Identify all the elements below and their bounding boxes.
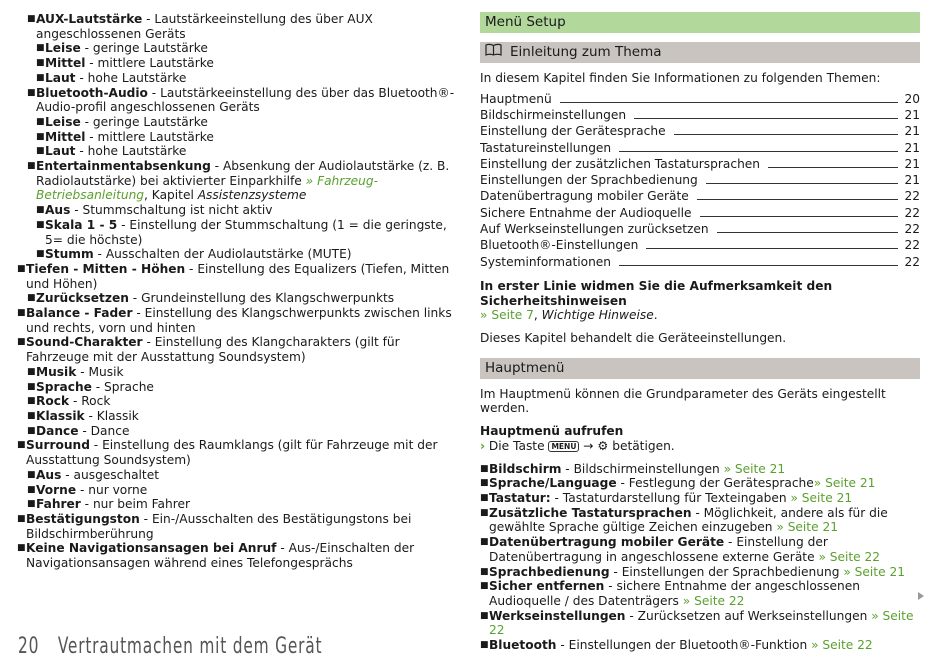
list-item: [17, 159, 457, 203]
list-item-text: [26, 306, 457, 335]
item-desc: - nur vorne: [76, 482, 148, 497]
list-item: [17, 365, 457, 380]
list-item: [17, 424, 457, 439]
bullet-icon: ■: [36, 58, 45, 69]
bullet-icon: ■: [17, 513, 26, 524]
list-item: [480, 506, 920, 535]
item-term: Skala 1 - 5: [45, 217, 118, 232]
section-title: Menü Setup: [485, 14, 566, 30]
list-item-text: [36, 159, 457, 203]
list-item-text: [36, 394, 457, 409]
item-term: Werkseinstellungen: [489, 608, 626, 623]
list-item: [17, 247, 457, 262]
item-term: Tastatur:: [489, 491, 551, 505]
item-desc: - Musik: [76, 364, 124, 379]
item-link[interactable]: » Seite 22: [682, 593, 745, 608]
item-link[interactable]: » Seite 21: [813, 476, 876, 491]
item-desc: , Kapitel: [144, 188, 198, 203]
toc-leader: [634, 118, 898, 119]
item-link[interactable]: » Seite 21: [776, 520, 838, 535]
bullet-icon: ■: [27, 366, 36, 377]
item-term: Musik: [36, 364, 77, 379]
item-desc: - Klassik: [84, 408, 139, 423]
item-desc: - Dance: [78, 423, 130, 438]
bullet-icon: ■: [27, 14, 36, 24]
item-term: Mittel: [45, 129, 86, 144]
table-of-contents: [480, 92, 920, 271]
item-desc: - Einstellung des Klangcharakters (gilt für Fahrzeuge mit der Ausstattung Soundsystem): [26, 335, 400, 365]
bullet-icon: ■: [27, 484, 36, 495]
bullet-icon: ■: [480, 581, 489, 592]
list-item: [480, 565, 920, 580]
toc-leader: [700, 216, 899, 217]
item-term: Laut: [45, 70, 76, 85]
item-term: AUX-Lautstärke: [36, 12, 143, 26]
item-term: Aus: [36, 467, 62, 482]
bullet-icon: ■: [480, 566, 489, 577]
gear-icon: ⚙: [597, 438, 609, 453]
list-item-text: [45, 71, 457, 86]
list-item: [17, 41, 457, 56]
list-item-text: [489, 579, 920, 608]
list-item-text: [36, 12, 457, 41]
toc-page: 22: [904, 205, 920, 220]
item-desc: - ausgeschaltet: [61, 467, 159, 482]
hauptmenu-title: Hauptmenü: [485, 359, 565, 376]
item-desc: - Lautstärkeeinstellung des über das Bluetooth®-Audio-profil angeschlossenen Geräts: [36, 85, 455, 115]
bullet-icon: ■: [17, 543, 26, 554]
toc-entry[interactable]: [480, 222, 920, 238]
item-link[interactable]: » Seite 22: [818, 549, 881, 564]
toc-title: Tastatureinstellungen: [480, 140, 612, 155]
toc-title: Hauptmenü: [480, 91, 552, 106]
hauptmenu-title-bar: [480, 358, 920, 379]
toc-leader: [646, 248, 898, 249]
list-item: [17, 56, 457, 71]
item-desc: - Aus-/Einschalten der Navigationsansagen während eines Telefongesprächs: [26, 541, 415, 571]
step-instruction: › Die Taste MENU → ⚙ betätigen.: [480, 438, 675, 453]
item-term: Fahrer: [36, 497, 81, 512]
item-term: Mittel: [45, 56, 86, 71]
toc-entry[interactable]: [480, 255, 920, 271]
toc-page: 21: [904, 108, 920, 122]
item-desc: - geringe Lautstärke: [80, 114, 208, 129]
safety-note: In erster Linie widmen Sie die Aufmerksamkeit den Sicherheitshinweisen » Seite 7, Wichtige Hinweise.: [480, 278, 833, 323]
list-item: [17, 144, 457, 159]
list-item: [17, 86, 457, 115]
next-page-arrow-icon[interactable]: [918, 592, 924, 600]
toc-page: 21: [904, 124, 920, 139]
list-item-text: [36, 409, 457, 424]
toc-title: Sichere Entnahme der Audioquelle: [480, 205, 692, 220]
hauptmenu-text: Im Hauptmenü können die Grundparameter des Geräts eingestellt werden.: [480, 386, 886, 416]
item-emphasis: Assistenzsysteme: [197, 188, 307, 203]
item-desc: - Einstellung der Stummschaltung (1 = die geringste, 5= die höchste): [45, 217, 447, 247]
item-term: Balance - Fader: [26, 306, 133, 321]
bullet-icon: ■: [27, 410, 36, 421]
item-desc: - Möglichkeit, andere als für die gewählte Sprache gültige Zeichen einzugeben: [489, 505, 888, 535]
list-item-text: [36, 468, 457, 483]
intro-text: In diesem Kapitel finden Sie Informationen zu folgenden Themen:: [480, 71, 881, 85]
item-desc: - Ausschalten der Audiolautstärke (MUTE): [93, 247, 352, 262]
bullet-icon: ■: [27, 161, 36, 172]
list-item: [17, 203, 457, 218]
hauptmenu-item-list: [480, 462, 920, 653]
list-item: [17, 115, 457, 130]
item-term: Sprache: [36, 379, 92, 394]
bullet-icon: ■: [36, 72, 45, 83]
item-link[interactable]: » Seite 21: [843, 564, 905, 579]
bullet-icon: ■: [17, 337, 26, 348]
item-desc: - hohe Lautstärke: [75, 70, 187, 85]
toc-title: Bluetooth®-Einstellungen: [480, 238, 639, 253]
item-term: Sprachbedienung: [489, 564, 610, 579]
toc-entry[interactable]: [480, 108, 920, 124]
page-footer: [18, 634, 323, 659]
item-desc: - Einstellung der Datenübertragung in angeschlossene externe Geräte: [489, 535, 828, 564]
item-desc: - Stummschaltung ist nicht aktiv: [70, 203, 273, 218]
list-item-text: [489, 609, 920, 638]
list-item: [17, 541, 457, 570]
item-term: Leise: [45, 41, 81, 56]
list-item-text: [36, 291, 457, 306]
item-term: Stumm: [45, 247, 94, 262]
item-term: Bluetooth: [489, 638, 557, 653]
toc-entry[interactable]: [480, 189, 920, 205]
item-term: Aus: [45, 203, 71, 218]
list-item-text: [45, 247, 457, 262]
list-item-text: [45, 41, 457, 56]
toc-page: 21: [904, 140, 920, 155]
toc-entry[interactable]: [480, 92, 920, 108]
toc-title: Bildschirmeinstellungen: [480, 108, 627, 122]
bullet-icon: ■: [480, 640, 489, 651]
list-item-text: [36, 497, 457, 512]
list-item-text: [489, 506, 920, 535]
list-item: [480, 535, 920, 564]
toc-page: 22: [904, 238, 920, 253]
list-item-text: [45, 218, 457, 247]
toc-entry[interactable]: [480, 141, 920, 157]
list-item: [17, 12, 457, 41]
list-item-text: [489, 476, 920, 491]
list-item-text: [45, 115, 457, 130]
list-item-text: [489, 535, 920, 564]
toc-title: Systeminformationen: [480, 254, 612, 269]
item-desc: - mittlere Lautstärke: [85, 56, 214, 71]
bullet-icon: ■: [36, 43, 45, 54]
item-link[interactable]: » Seite 22: [489, 608, 914, 638]
toc-leader: [697, 199, 899, 200]
list-item: [17, 483, 457, 498]
item-desc: - Festlegung der Gerätesprache: [616, 476, 814, 491]
item-desc: - mittlere Lautstärke: [85, 129, 214, 144]
item-term: Bluetooth-Audio: [36, 85, 148, 100]
item-desc: - sichere Entnahme der angeschlossenen Audioquelle / des Datenträgers: [489, 579, 860, 608]
left-column: [17, 12, 457, 571]
item-term: Vorne: [36, 482, 77, 497]
item-desc: - Sprache: [91, 379, 154, 394]
item-link[interactable]: » Seite 22: [811, 638, 873, 653]
list-item-text: [45, 56, 457, 71]
toc-title: Datenübertragung mobiler Geräte: [480, 189, 689, 204]
safety-link[interactable]: » Seite 7: [480, 308, 534, 323]
item-desc: - hohe Lautstärke: [75, 144, 187, 159]
list-item-text: [489, 462, 920, 477]
item-term: Keine Navigationsansagen bei Anruf: [26, 541, 277, 556]
list-item: [480, 609, 920, 638]
item-term: Surround: [26, 438, 90, 453]
list-item: [17, 218, 457, 247]
item-desc: - Tastaturdarstellung für Texteingaben: [550, 491, 791, 505]
aufrufen-title: Hauptmenü aufrufen: [480, 424, 624, 439]
toc-page: 22: [904, 189, 920, 204]
bullet-icon: ■: [480, 610, 489, 621]
list-item-text: [26, 512, 457, 541]
bullet-icon: ■: [17, 440, 26, 451]
item-desc: - Bildschirmeinstellungen: [561, 461, 724, 476]
item-term: Rock: [36, 394, 70, 409]
list-item: [17, 380, 457, 395]
item-desc: - nur beim Fahrer: [80, 497, 190, 512]
bullet-icon: ■: [36, 116, 45, 127]
toc-leader: [717, 232, 899, 233]
list-item: [17, 394, 457, 409]
toc-leader: [768, 167, 898, 168]
item-desc: - Zurücksetzen auf Werkseinstellungen: [625, 608, 872, 623]
toc-page: 21: [904, 156, 920, 171]
toc-entry[interactable]: [480, 206, 920, 222]
list-item: [17, 306, 457, 335]
list-item: [17, 438, 457, 467]
item-term: Bildschirm: [489, 461, 562, 476]
toc-leader: [619, 265, 898, 266]
list-item: [17, 512, 457, 541]
bullet-icon: ■: [480, 463, 489, 474]
item-desc: - Lautstärkeeinstellung des über AUX angeschlossenen Geräts: [36, 12, 373, 41]
item-term: Sprache/Language: [489, 476, 617, 491]
item-term: Klassik: [36, 408, 85, 423]
toc-page: 22: [904, 222, 920, 237]
section-title-bar: [480, 12, 920, 33]
list-item-text: [26, 541, 457, 570]
book-icon: [485, 42, 502, 63]
item-term: Sicher entfernen: [489, 579, 605, 594]
item-term: Laut: [45, 144, 76, 159]
list-item-text: [45, 130, 457, 145]
right-column: [480, 12, 920, 653]
bullet-icon: ■: [27, 499, 36, 510]
list-item: [17, 335, 457, 364]
step-chevron-icon: ›: [480, 438, 486, 453]
item-desc: - Grundeinstellung des Klangschwerpunkts: [128, 291, 395, 306]
item-desc: - Einstellungen der Bluetooth®-Funktion: [556, 638, 812, 653]
toc-title: Auf Werkseinstellungen zurücksetzen: [480, 222, 709, 237]
toc-title: Einstellung der Gerätesprache: [480, 124, 666, 139]
page-number: 20: [18, 634, 40, 659]
list-item: [480, 462, 920, 477]
bullet-icon: ■: [17, 308, 26, 319]
list-item-text: [26, 438, 457, 467]
list-item-text: [36, 86, 457, 115]
item-link[interactable]: » Fahrzeug-Betriebsanleitung: [36, 173, 379, 203]
bullet-icon: ■: [480, 478, 489, 489]
item-term: Zurücksetzen: [36, 291, 129, 306]
bullet-icon: ■: [27, 396, 36, 407]
item-desc: - Einstellung des Raumklangs (gilt für Fahrzeuge mit der Ausstattung Soundsystem): [26, 438, 438, 468]
item-desc: - Einstellungen der Sprachbedienung: [609, 564, 844, 579]
item-term: Entertainmentabsenkung: [36, 159, 211, 174]
item-term: Datenübertragung mobiler Geräte: [489, 535, 725, 550]
bullet-icon: ■: [27, 469, 36, 480]
toc-entry[interactable]: [480, 238, 920, 254]
list-item-text: [26, 262, 457, 291]
item-desc: - Einstellung des Klangschwerpunkts zwischen links und rechts, vorn und hinten: [26, 306, 452, 335]
toc-title: Einstellungen der Sprachbedienung: [480, 173, 698, 188]
bullet-icon: ■: [36, 249, 45, 260]
list-item-text: [489, 638, 920, 653]
list-item: [17, 497, 457, 512]
menu-key-icon: MENU: [548, 441, 579, 452]
toc-leader: [619, 151, 898, 152]
item-desc: - geringe Lautstärke: [80, 41, 208, 56]
bullet-icon: ■: [36, 205, 45, 216]
item-term: Leise: [45, 114, 81, 129]
toc-leader: [674, 134, 899, 135]
item-desc: - Ein-/Ausschalten des Bestätigungstons bei Bildschirmberührung: [26, 511, 412, 541]
toc-entry[interactable]: [480, 173, 920, 189]
bullet-icon: ■: [36, 219, 45, 230]
bullet-icon: ■: [480, 507, 489, 518]
bullet-icon: ■: [480, 493, 489, 503]
item-term: Sound-Charakter: [26, 335, 143, 350]
list-item-text: [45, 203, 457, 218]
list-item-text: [489, 565, 920, 580]
toc-page: 22: [904, 254, 920, 269]
list-item-text: [45, 144, 457, 159]
bullet-icon: ■: [36, 131, 45, 142]
list-item: [17, 262, 457, 291]
toc-entry[interactable]: [480, 124, 920, 140]
item-link[interactable]: » Seite 21: [723, 461, 786, 476]
bullet-icon: ■: [17, 263, 26, 274]
item-link[interactable]: » Seite 21: [790, 491, 853, 505]
list-item: [17, 468, 457, 483]
toc-entry[interactable]: [480, 157, 920, 173]
list-item-text: [489, 491, 920, 506]
toc-leader: [560, 102, 899, 103]
chapter-text: Dieses Kapitel behandelt die Geräteeinstellungen.: [480, 331, 787, 346]
list-item-text: [36, 483, 457, 498]
item-term: Zusätzliche Tastatursprachen: [489, 505, 692, 520]
list-item: [480, 476, 920, 491]
bullet-icon: ■: [480, 537, 489, 548]
bullet-icon: ■: [27, 381, 36, 392]
item-term: Tiefen - Mitten - Höhen: [26, 261, 186, 276]
list-item: [480, 491, 920, 506]
toc-leader: [706, 183, 899, 184]
intro-title: Einleitung zum Thema: [510, 44, 662, 60]
toc-title: Einstellung der zusätzlichen Tastatursprachen: [480, 156, 761, 171]
item-desc: - Absenkung der Audiolautstärke (z. B. Radiolautstärke) bei aktivierter Einparkhilfe: [36, 159, 450, 188]
item-desc: - Rock: [69, 394, 111, 409]
list-item: [17, 409, 457, 424]
toc-page: 21: [904, 173, 920, 188]
bullet-icon: ■: [27, 293, 36, 304]
bullet-icon: ■: [27, 87, 36, 98]
list-item: [17, 130, 457, 145]
list-item-text: [36, 424, 457, 439]
list-item: [480, 579, 920, 608]
list-item: [17, 291, 457, 306]
list-item: [17, 71, 457, 86]
list-item-text: [36, 365, 457, 380]
item-term: Dance: [36, 423, 79, 438]
intro-title-bar: [480, 42, 920, 63]
chapter-title: Vertrautmachen mit dem Gerät: [57, 634, 323, 659]
bullet-icon: ■: [36, 146, 45, 157]
list-item: [480, 638, 920, 653]
item-desc: - Einstellung des Equalizers (Tiefen, Mitten und Höhen): [26, 261, 450, 291]
list-item-text: [36, 380, 457, 395]
bullet-icon: ■: [27, 425, 36, 436]
item-term: Bestätigungston: [26, 511, 140, 526]
toc-page: 20: [904, 91, 920, 106]
list-item-text: [26, 335, 457, 364]
